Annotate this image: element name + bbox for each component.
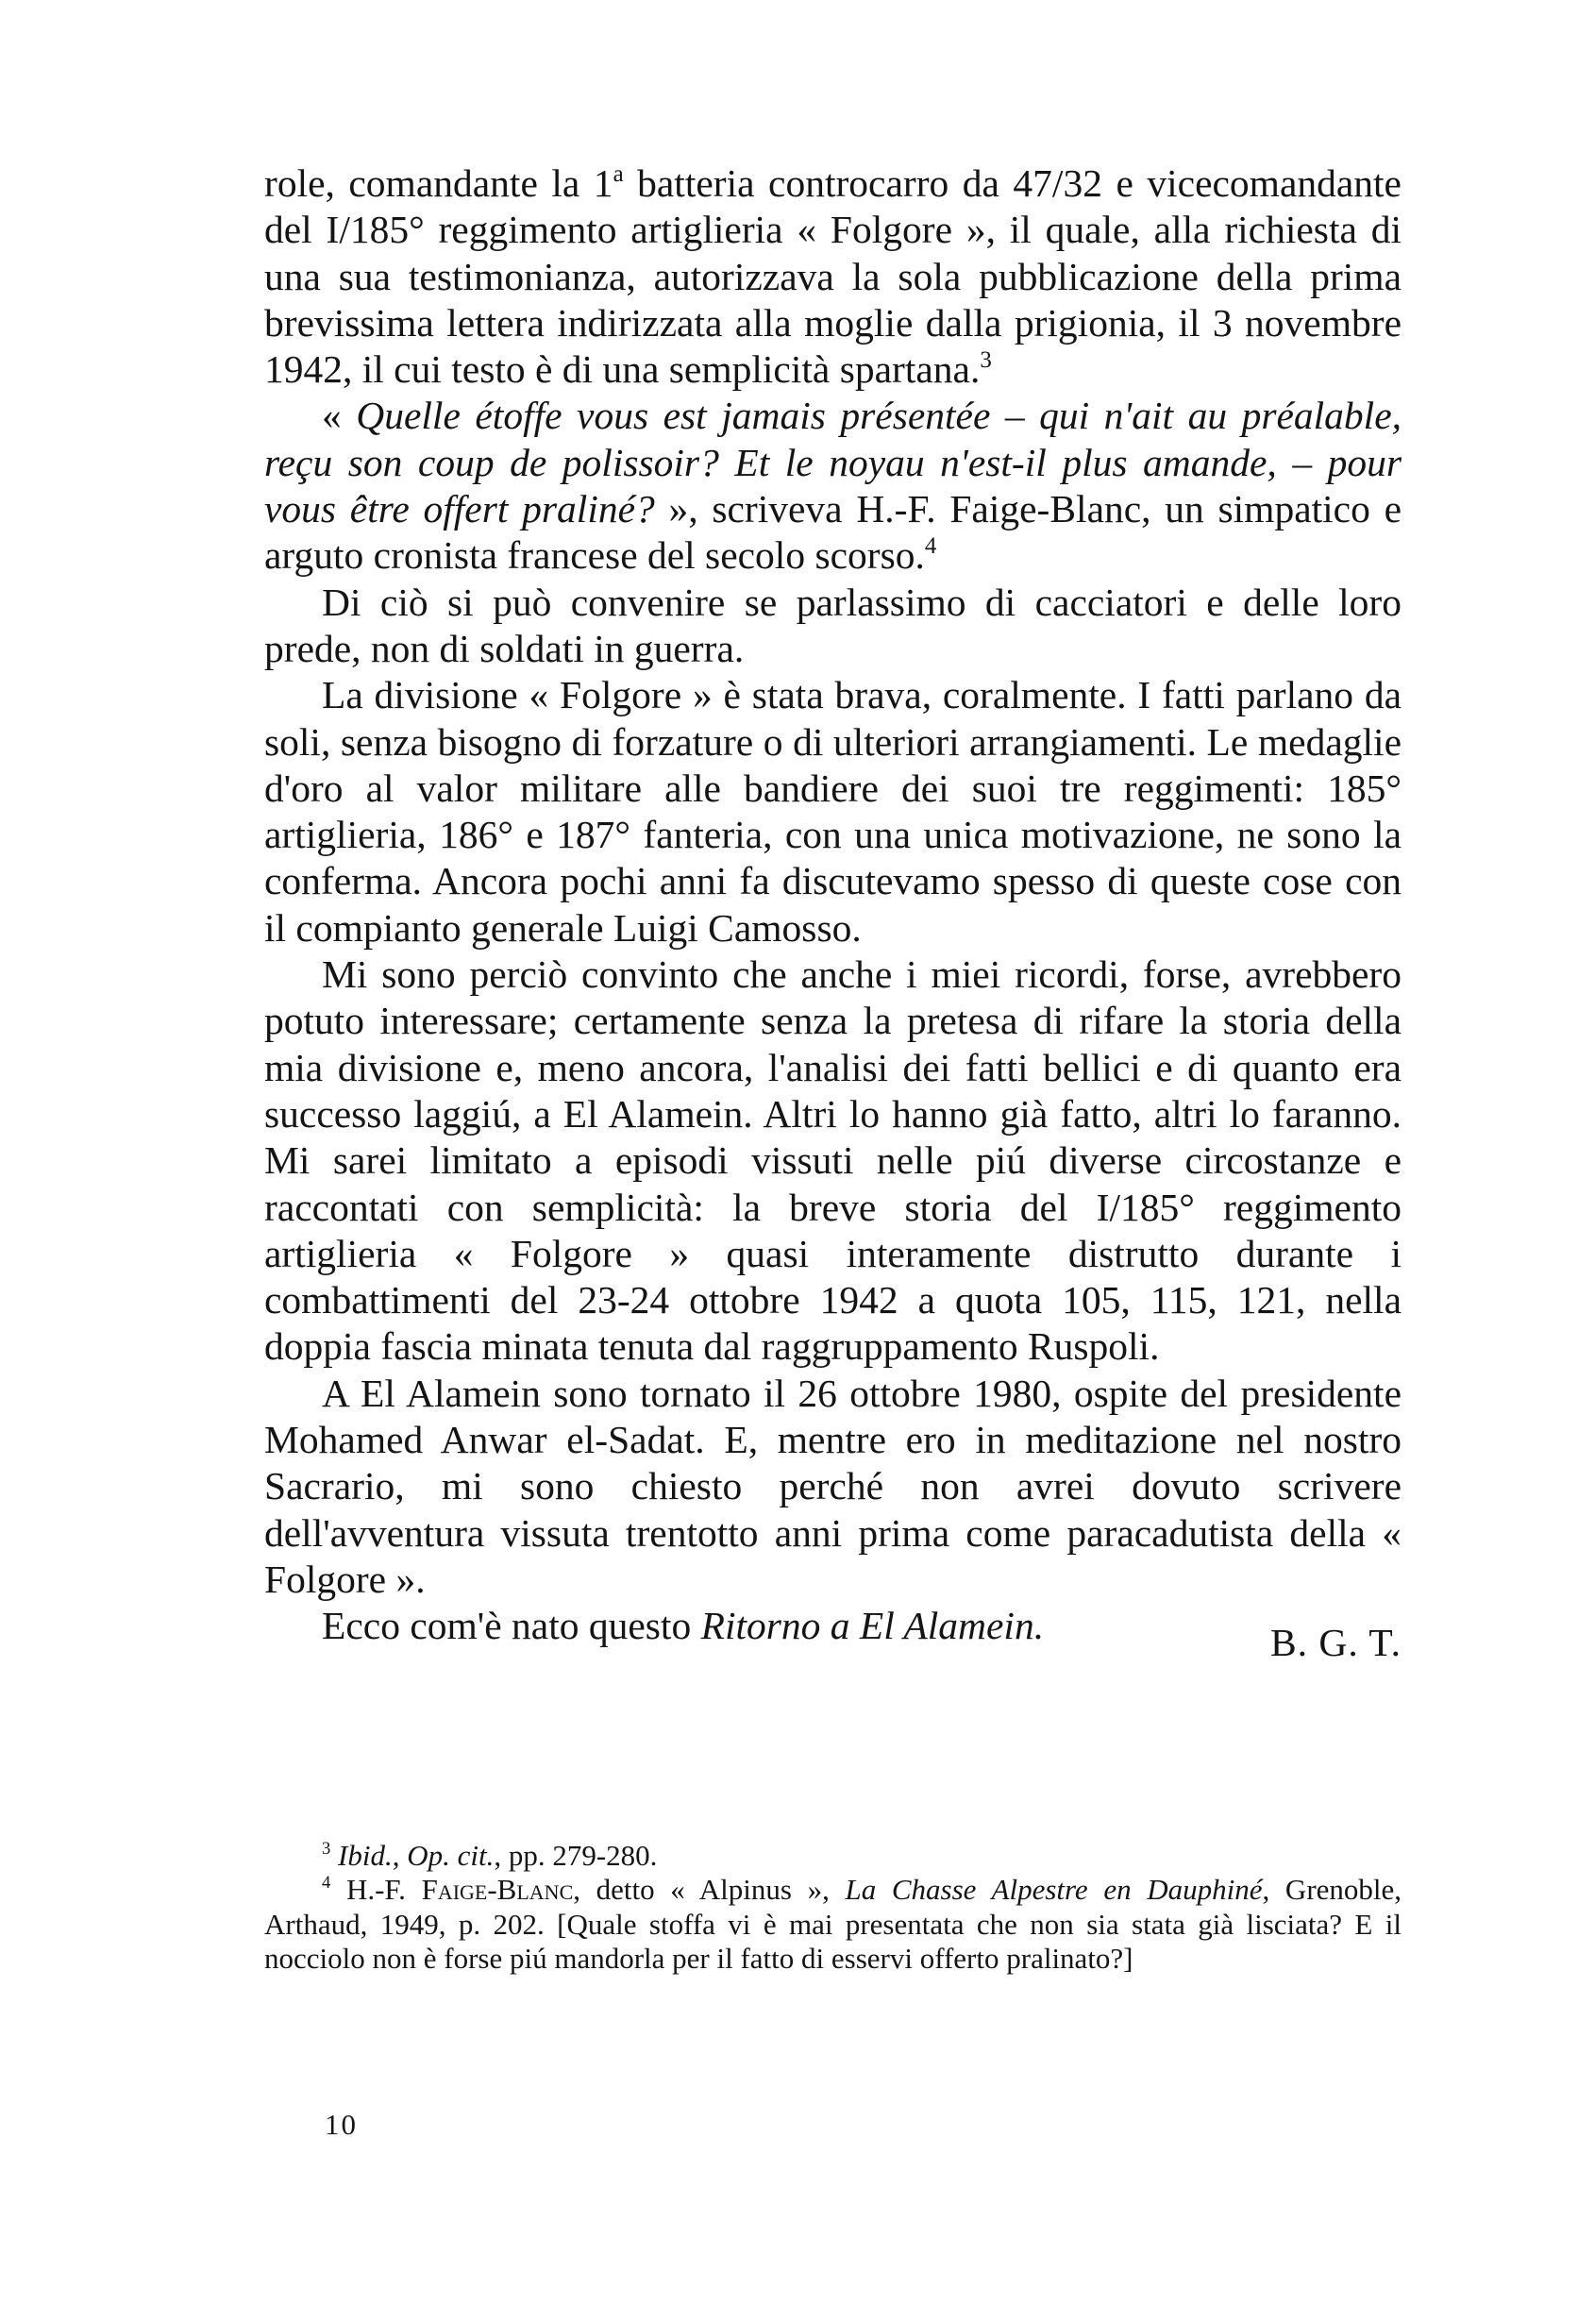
footnote-4-author: Faige-Blanc [421,1873,574,1907]
paragraph-2-text: », scriveva H.-F. Faige-Blanc, un simpatico e arguto cronista francese del secolo scorso. [264,487,1402,578]
paragraph-2 [264,393,1402,579]
paragraph-6: A El Alamein sono tornato il 26 ottobre 1980, ospite del presidente Mohamed Anwar el-Sadat. E, mentre ero in meditazione nel nostro Sacrario, mi sono chiesto perché non avrei dovuto scrivere dell'avventura vissuta trentotto anni prima come paracadutista della « Folgore ». [264,1371,1402,1601]
paragraph-1-text-end: batteria controcarro da 47/32 e vicecomandante del I/185° reggimento artiglieria « Folgore », il quale, alla richiesta di una sua testimonianza, autorizzava la sola pubblicazione della prima brevissima lettera indirizzata alla moglie dalla prigionia, il 3 novembre 1942, il cui testo è di una semplicità spartana. [264,161,1402,392]
footnote-ref-3: 3 [980,347,992,374]
page-number: 10 [325,2108,358,2141]
footnote-4-alias: , detto « Alpinus », [573,1873,846,1907]
footnote-3-opcit: Op. cit. [407,1839,495,1872]
footnotes [264,1839,1402,1977]
footnote-3-ibid: Ibid. [338,1839,393,1872]
ordinal-superscript: a [613,160,624,187]
body-text [264,160,1402,1650]
open-guillemet: « [322,394,357,438]
signature-initials: B. G. T. [1269,1621,1402,1664]
paragraph-7-text: Ecco com'è nato questo [322,1604,701,1648]
paragraph-1 [264,160,1402,393]
book-title: Ritorno a El Alamein. [700,1604,1045,1648]
footnote-4-details: , Grenoble, Arthaud, 1949, p. 202. [Quale stoffa vi è mai presentata che non sia stata già lisciata? E il nocciolo non è forse piú mandorla per il fatto di esservi offerto pralinato?] [264,1873,1402,1976]
paragraph-5: Mi sono perciò convinto che anche i miei ricordi, forse, avrebbero potuto interessare; certamente senza la pretesa di rifare la storia della mia divisione e, meno ancora, l'analisi dei fatti bellici e di quanto era successo laggiú, a El Alamein. Altri lo hanno già fatto, altri lo faranno. Mi sarei limitato a episodi vissuti nelle piú diverse circostanze e raccontati con semplicità: la breve storia del I/185° reggimento artiglieria « Folgore » quasi interamente distrutto durante i combattimenti del 23-24 ottobre 1942 a quota 105, 115, 121, nella doppia fascia minata tenuta dal raggruppamento Ruspoli. [264,952,1402,1369]
footnote-3-separator: , [392,1839,408,1872]
paragraph-7 [264,1603,1402,1649]
footnote-3-pages: , pp. 279-280. [494,1839,658,1872]
paragraph-4: La divisione « Folgore » è stata brava, coralmente. I fatti parlano da soli, senza bisogno di forzature o di ulteriori arrangiamenti. Le medaglie d'oro al valor militare alle bandiere dei suoi tre reggimenti: 185° artiglieria, 186° e 187° fanteria, con una unica motivazione, ne sono la conferma. Ancora pochi anni fa discutevamo spesso di queste cose con il compianto generale Luigi Camosso. [264,673,1402,950]
footnote-4 [264,1873,1402,1976]
paragraph-1-text-start: role, comandante la 1 [264,161,613,205]
footnote-3 [264,1839,1402,1873]
footnote-4-initials: H.-F. [330,1873,422,1907]
footnote-4-number: 4 [322,1873,331,1894]
footnote-3-number: 3 [322,1838,331,1859]
paragraph-3: Di ciò si può convenire se parlassimo di cacciatori e delle loro prede, non di soldati in guerra. [264,580,1402,670]
footnote-ref-4: 4 [924,533,937,560]
footnote-4-title: La Chasse Alpestre en Dauphiné [845,1873,1263,1907]
french-quotation: Quelle étoffe vous est jamais présentée – qui n'ait au préalable, reçu son coup de polissoir? Et le noyau n'est-il plus amande, – pour vous être offert praliné? [264,394,1402,531]
